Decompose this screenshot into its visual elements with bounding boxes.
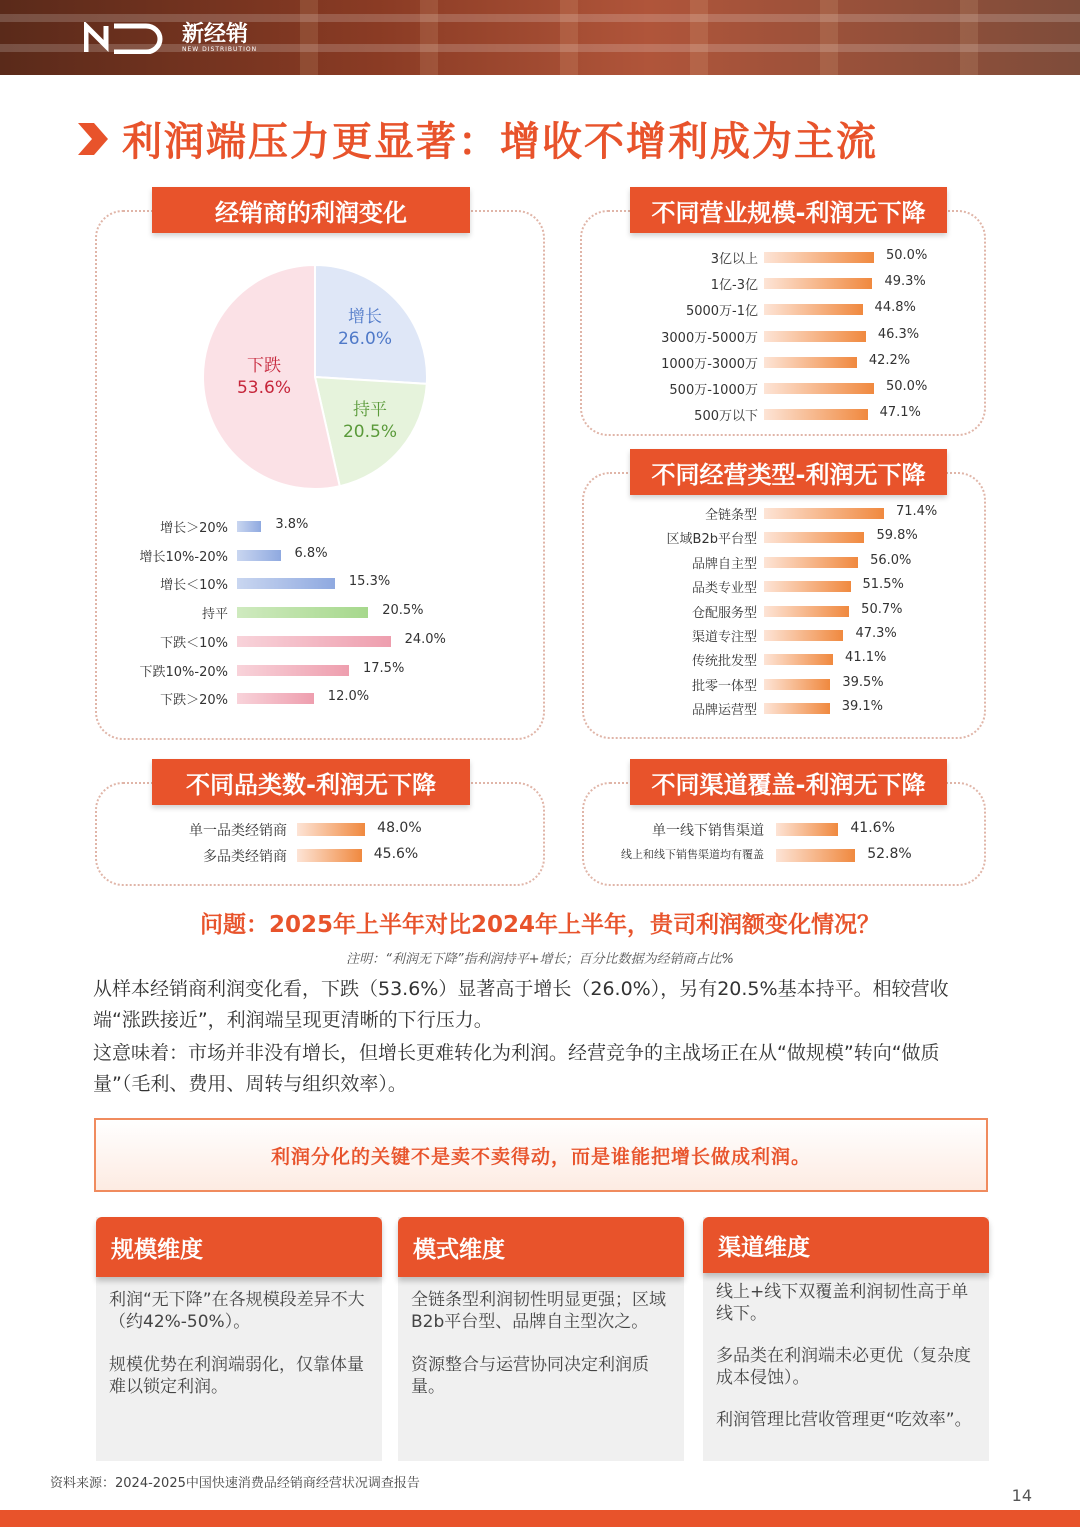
bar-label: 下跌＞20% <box>160 693 228 709</box>
bar-value: 48.0% <box>377 820 422 836</box>
bar-mark <box>764 304 863 315</box>
data-source: 资料来源：2024-2025中国快速消费品经销商经营状况调查报告 <box>50 1476 420 1491</box>
bar-label: 5000万-1亿 <box>685 304 758 320</box>
logo-subtext: NEW DISTRIBUTION <box>182 45 258 53</box>
bar-mark <box>764 557 858 568</box>
bar-label: 1000万-3000万 <box>661 356 758 372</box>
bar-label: 3亿以上 <box>710 252 758 267</box>
bar-label: 增长＞20% <box>160 521 228 536</box>
bar-mark <box>764 679 830 690</box>
channel-tag: 不同渠道覆盖-利润无下降 <box>630 759 947 805</box>
pie-label-growth: 增长 26.0% <box>337 307 392 349</box>
bar-value: 3.8% <box>275 517 309 532</box>
bar-row <box>0 353 1080 375</box>
brand-logo <box>84 20 257 56</box>
bar-value: 15.3% <box>348 574 391 590</box>
bar-mark <box>764 654 833 665</box>
bar-value: 12.0% <box>327 689 370 705</box>
bar-row <box>0 820 1080 842</box>
bar-value: 45.6% <box>373 846 419 862</box>
bar-label: 500万-1000万 <box>669 383 758 398</box>
profit-change-tag: 经销商的利润变化 <box>152 187 470 233</box>
bar-row <box>0 327 1080 349</box>
bar-value: 50.0% <box>886 379 928 394</box>
dimension-point: 资源整合与运营协同决定利润质量。 <box>411 1355 649 1397</box>
page-number: 14 <box>1011 1486 1032 1505</box>
footnote: 注明：“利润无下降”指利润持平+增长；百分比数据为经销商占比% <box>346 952 734 967</box>
bar-row <box>0 528 1080 550</box>
dimension-point: 线上+线下双覆盖利润韧性高于单线下。 <box>716 1282 969 1324</box>
bar-value: 20.5% <box>382 603 424 619</box>
bar-mark <box>764 703 830 714</box>
bar-value: 46.3% <box>877 326 920 342</box>
bar-value: 17.5% <box>363 660 405 676</box>
bar-row <box>0 577 1080 599</box>
bar-mark <box>764 532 864 543</box>
bar-value: 41.6% <box>850 820 895 836</box>
bar-label: 区域B2b平台型 <box>666 532 757 548</box>
dimension-point: 全链条型利润韧性明显更强；区域B2b平台型、品牌自主型次之。 <box>411 1290 666 1332</box>
bar-label: 增长10%-20% <box>139 549 228 565</box>
bar-row <box>0 504 1080 526</box>
bar-row <box>0 379 1080 401</box>
bar-value: 41.1% <box>845 650 887 666</box>
bar-row <box>0 602 1080 624</box>
bar-mark <box>764 278 872 289</box>
bar-label: 传统批发型 <box>691 654 757 670</box>
dimension-title: 规模维度 <box>96 1217 382 1277</box>
bar-label: 下跌10%-20% <box>139 664 228 680</box>
bar-label: 品牌自主型 <box>691 556 757 572</box>
bar-mark <box>764 581 851 592</box>
key-insight-text: 利润分化的关键不是卖不卖得动，而是谁能把增长做成利润。 <box>270 1145 811 1168</box>
pie-label-decline: 下跌 53.6% <box>236 356 291 398</box>
survey-question: 问题：2025年上半年对比2024年上半年，贵司利润额变化情况？ <box>199 912 881 938</box>
bar-mark <box>764 409 868 420</box>
logo-text: 新经销 <box>182 21 249 47</box>
bar-value: 39.1% <box>841 699 883 715</box>
dimension-card-model <box>398 1217 684 1461</box>
scale-card <box>580 210 986 436</box>
bar-mark <box>764 630 843 641</box>
bar-label: 单一品类经销商 <box>189 823 287 839</box>
bar-value: 6.8% <box>294 545 328 561</box>
bar-value: 56.0% <box>870 552 912 568</box>
bar-label: 单一线下销售渠道 <box>652 823 764 839</box>
bar-value: 47.1% <box>879 405 921 421</box>
bar-mark <box>764 508 884 519</box>
dimension-title: 模式维度 <box>398 1217 684 1277</box>
biz-type-tag: 不同经营类型-利润无下降 <box>630 449 947 495</box>
bar-row <box>0 300 1080 322</box>
bar-mark <box>776 823 838 836</box>
bar-mark <box>764 383 874 394</box>
pie-label-flat: 持平 20.5% <box>342 400 397 442</box>
bar-row <box>0 650 1080 672</box>
bar-label: 500万以下 <box>694 409 758 425</box>
bar-row <box>0 274 1080 296</box>
bar-label: 增长＜10% <box>160 578 228 594</box>
page-title-text: 利润端压力更显著：增收不增利成为主流 <box>122 119 878 165</box>
bar-value: 49.3% <box>884 274 926 290</box>
bar-value: 39.5% <box>842 674 884 690</box>
bar-value: 47.3% <box>855 626 897 641</box>
bar-label: 3000万-5000万 <box>661 330 758 346</box>
bar-mark <box>764 252 874 263</box>
bar-row <box>0 675 1080 697</box>
bar-label: 多品类经销商 <box>203 849 287 865</box>
key-insight-box <box>94 1118 988 1192</box>
bar-label: 仓配服务型 <box>691 605 757 621</box>
bar-mark <box>764 606 849 617</box>
dimension-title: 渠道维度 <box>703 1217 989 1273</box>
bar-row <box>0 699 1080 721</box>
dimension-point: 利润管理比营收管理更“吃效率”。 <box>716 1410 972 1430</box>
bar-value: 71.4% <box>895 504 938 519</box>
dimension-card-scale <box>96 1217 382 1461</box>
analysis-paragraph-1: 从样本经销商利润变化看，下跌（53.6%）显著高于增长（26.0%），另有20.5%基本持平。相较营收端“涨跌接近”，利润端呈现更清晰的下行压力。 <box>93 978 949 1031</box>
dimension-card-channel <box>703 1217 989 1461</box>
scale-tag: 不同营业规模-利润无下降 <box>630 187 947 233</box>
bar-value: 59.8% <box>876 528 918 544</box>
bar-value: 51.5% <box>862 577 904 593</box>
bar-row <box>0 248 1080 270</box>
bar-mark <box>764 331 866 342</box>
bar-label: 品牌运营型 <box>691 703 757 719</box>
bar-row <box>0 846 1080 868</box>
bar-value: 50.7% <box>861 601 903 617</box>
bar-value: 42.2% <box>868 352 911 368</box>
bar-label: 全链条型 <box>704 508 757 523</box>
analysis-paragraph-2: 这意味着：市场并非没有增长，但增长更难转化为利润。经营竞争的主战场正在从“做规模”转向“做质量”（毛利、费用、周转与组织效率）。 <box>93 1042 940 1095</box>
category-tag: 不同品类数-利润无下降 <box>152 759 470 805</box>
footer-bar <box>0 1510 1080 1527</box>
logo-mark-icon <box>84 22 174 54</box>
header-banner <box>0 0 1080 75</box>
page-title <box>74 110 878 167</box>
bar-value: 50.0% <box>886 248 928 263</box>
bar-row <box>0 405 1080 427</box>
bar-label: 品类专业型 <box>691 581 757 597</box>
dimension-point: 规模优势在利润端弱化，仅靠体量难以锁定利润。 <box>109 1355 364 1397</box>
bar-label: 线上和线下销售渠道均有覆盖 <box>621 848 764 861</box>
bar-label: 下跌＜10% <box>160 635 228 651</box>
bar-label: 渠道专注型 <box>691 630 757 645</box>
bar-mark <box>764 357 857 368</box>
bar-label: 1亿-3亿 <box>710 278 758 294</box>
bar-row <box>0 626 1080 648</box>
bar-value: 44.8% <box>874 300 916 316</box>
dimension-point: 利润“无下降”在各规模段差异不大（约42%-50%）。 <box>109 1290 365 1332</box>
bar-value: 52.8% <box>867 846 912 862</box>
bar-row <box>0 553 1080 575</box>
bar-mark <box>776 849 855 862</box>
dimension-point: 多品类在利润端未必更优（复杂度成本侵蚀）。 <box>716 1346 971 1388</box>
chevron-right-icon <box>74 119 110 159</box>
bar-label: 批零一体型 <box>691 678 757 694</box>
bar-value: 24.0% <box>404 631 446 647</box>
bar-label: 持平 <box>201 607 228 623</box>
